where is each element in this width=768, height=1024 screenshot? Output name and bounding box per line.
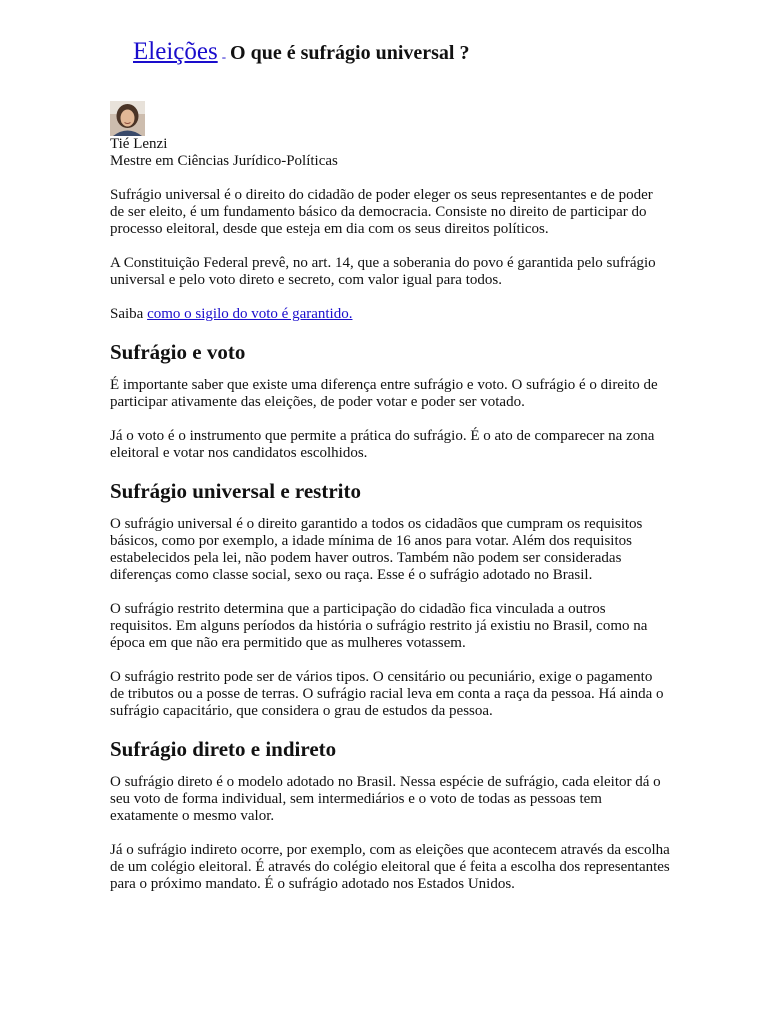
- section-heading: Sufrágio e voto: [110, 340, 246, 364]
- person-photo-icon: [110, 101, 145, 136]
- section-paragraph: Já o sufrágio indireto ocorre, por exemplo, com as eleições que acontecem através da escolha de um colégio eleitoral. É através do colégio eleitoral que é feita a escolha dos representantes para o próximo mandato. É o sufrágio adotado nos Estados Unidos.: [110, 842, 670, 892]
- section-paragraph: Já o voto é o instrumento que permite a prática do sufrágio. É o ato de comparecer na zona eleitoral e votar nos candidatos escolhidos.: [110, 428, 655, 461]
- author-avatar: [110, 101, 145, 136]
- section-paragraph: É importante saber que existe uma diferença entre sufrágio e voto. O sufrágio é o direito de participar ativamente das eleições, de poder votar e poder ser votado.: [110, 377, 658, 410]
- author-block: [110, 136, 670, 170]
- author-name: Tié Lenzi: [110, 136, 168, 152]
- sigilo-voto-link[interactable]: como o sigilo do voto é garantido.: [147, 306, 353, 322]
- section-paragraph: O sufrágio direto é o modelo adotado no Brasil. Nessa espécie de sufrágio, cada eleitor dá o seu voto de forma individual, sem intermediários e o voto de todas as pessoas tem exatamente o mesmo valor.: [110, 774, 661, 824]
- related-link-prefix: Saiba: [110, 306, 148, 322]
- section-heading: Sufrágio universal e restrito: [110, 479, 361, 503]
- related-link-line: [110, 306, 670, 323]
- intro-paragraph: A Constituição Federal prevê, no art. 14, que a soberania do povo é garantida pelo sufrágio universal e pelo voto direto e secreto, com valor igual para todos.: [110, 255, 656, 288]
- title-separator: -: [221, 49, 227, 64]
- article-body: [110, 136, 670, 910]
- article-title: O que é sufrágio universal ?: [230, 42, 470, 64]
- page-title: [133, 38, 469, 66]
- intro-paragraph: Sufrágio universal é o direito do cidadão de poder eleger os seus representantes e de poder de ser eleito, é um fundamento básico da democracia. Consiste no direito de participar do processo eleitoral, desde que esteja em dia com os seus direitos políticos.: [110, 187, 653, 237]
- category-link[interactable]: Eleições: [133, 38, 218, 65]
- section-paragraph: O sufrágio universal é o direito garantido a todos os cidadãos que cumpram os requisitos básicos, como por exemplo, a idade mínima de 16 anos para votar. Além dos requisitos estabelecidos pela lei, não podem haver outros. Também não podem ser consideradas diferenças como classe social, sexo ou raça. Esse é o sufrágio adotado no Brasil.: [110, 516, 643, 583]
- section-heading: Sufrágio direto e indireto: [110, 737, 337, 761]
- author-role: Mestre em Ciências Jurídico-Políticas: [110, 153, 338, 169]
- section-paragraph: O sufrágio restrito determina que a participação do cidadão fica vinculada a outros requisitos. Em alguns períodos da história o sufrágio restrito já existiu no Brasil, como na época em que não era permitido que as mulheres votassem.: [110, 601, 648, 651]
- section-paragraph: O sufrágio restrito pode ser de vários tipos. O censitário ou pecuniário, exige o pagamento de tributos ou a posse de terras. O sufrágio racial leva em conta a raça da pessoa. Há ainda o sufrágio capacitário, que considera o grau de estudos da pessoa.: [110, 669, 664, 719]
